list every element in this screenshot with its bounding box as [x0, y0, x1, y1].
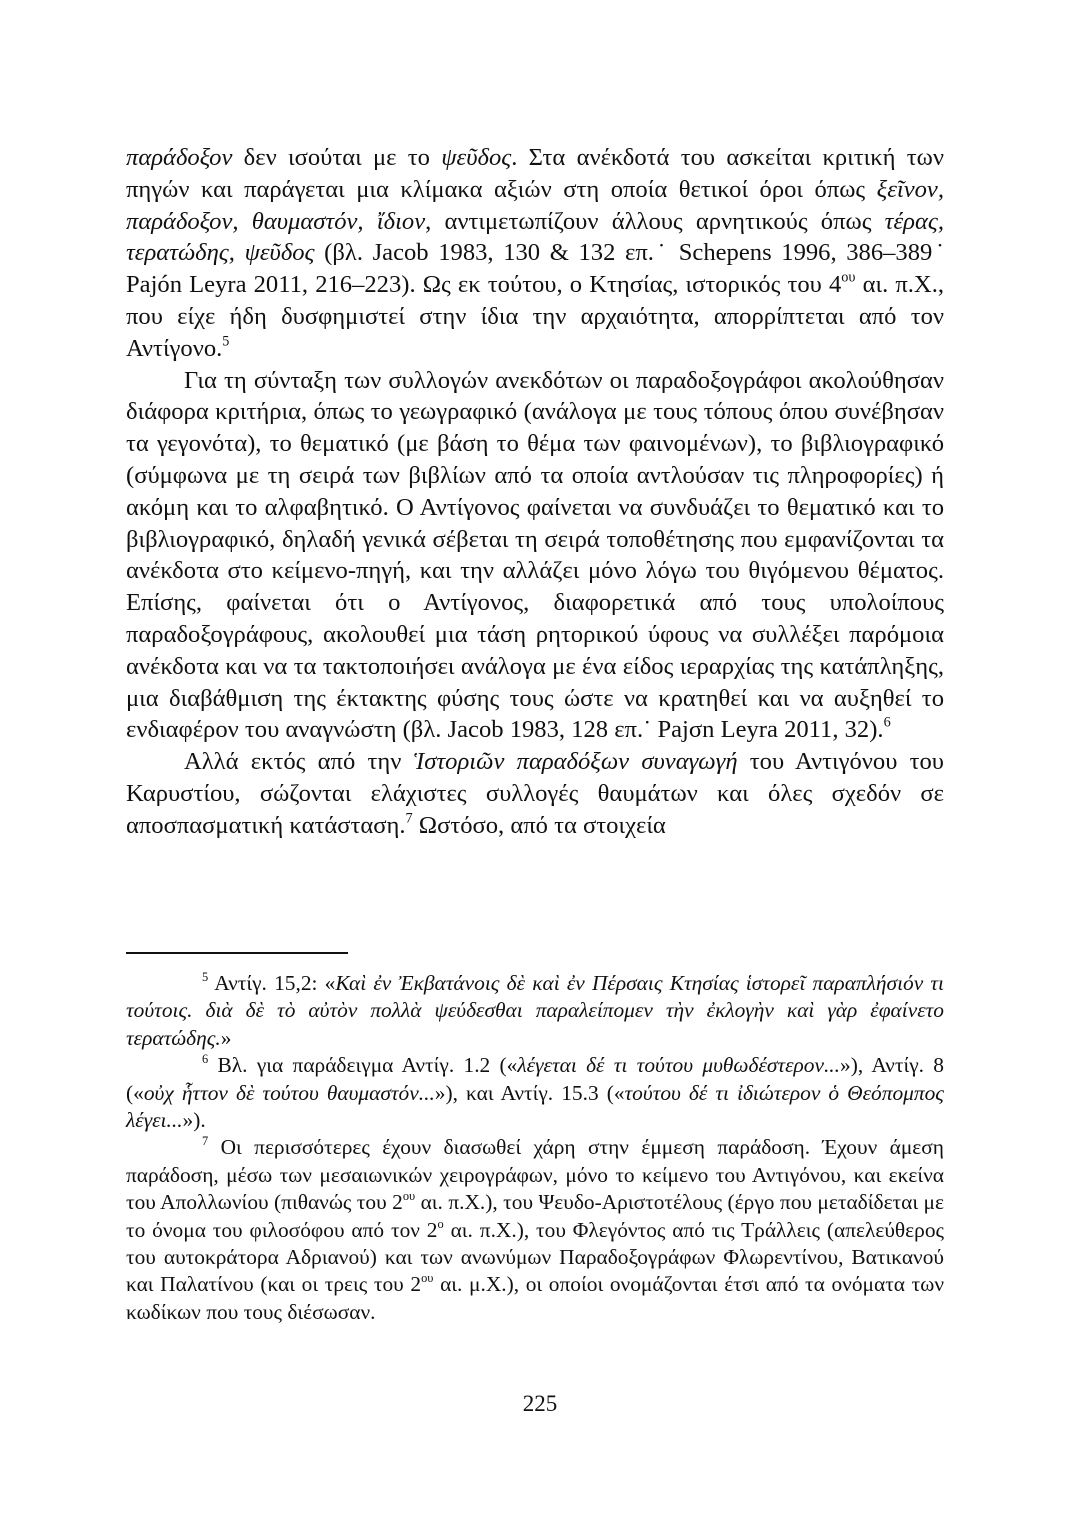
text-run: δεν ισούται με το	[232, 144, 442, 171]
text-run: Για τη σύνταξη των συλλογών ανεκδότων οι παραδοξογράφοι ακολούθησαν διάφορα κριτήρια, όπως το γεωγραφικό (ανάλογα με τους τόπους όπου συνέβησαν τα γεγονότα), το θεματικό (με βάση το θέμα των φαινομένων), το βιβλιογραφικό (σύμφωνα με τη σειρά των βιβλίων από τα οποία αντλούσαν τις πληροφορίες) ή ακόμη και το αλφαβητικό. Ο Αντίγονος φαίνεται να συνδυάζει το θεματικό και το βιβλιογραφικό, δηλαδή γενικά σέβεται τη σειρά τοποθέτησης που εμφανίζονται τα ανέκδοτα στο κείμενο-πηγή, και την αλλάζει μόνο λόγω του θιγόμενου θέματος. Επίσης, φαίνεται ότι ο Αντίγονος, διαφορετικά από τους υπολοίπους παραδοξογράφους, ακολουθεί μια τάση ρητορικού ύφους να συλλέξει παρόμοια ανέκδοτα και να τα τακτοποιήσει ανάλογα με ένα είδος ιεραρχίας της κατάπληξης, μια διαβάθμιση της έκτακτης φύσης τους ώστε να κρατηθεί και να αυξηθεί το ενδιαφέρον του αναγνώστη (βλ. Jacob 1983, 128 επ.˙ Pajσn Leyra 2011, 32).	[126, 366, 944, 744]
text-run: τέρας, τερατώδης, ψεῦδος	[126, 207, 945, 267]
footnote-6	[126, 1052, 944, 1134]
text-run: παράδοξον	[126, 144, 233, 171]
ordinal-superscript: ου	[841, 269, 856, 286]
footnote-ref-7: 7	[405, 810, 413, 827]
text-run: , αντιμετωπίζουν άλλους αρνητικούς όπως	[425, 207, 885, 235]
text-run: του Αντιγόνου του Καρυστίου, σώζονται ελάχιστες συλλογές θαυμάτων και όλες σχεδόν σε αποσπασματική κατάσταση.	[126, 748, 944, 839]
text-run: ψεῦδος	[441, 144, 512, 171]
paragraph-1	[126, 142, 944, 365]
text-run: »), και Αντίγ. 15.3 («	[434, 1080, 625, 1105]
text-run: Ἱστοριῶν παραδόξων συναγωγή	[413, 748, 738, 776]
footnotes	[126, 970, 944, 1326]
text-run: τούτου δέ τι ἰδιώτερον ὁ Θεόπομπος λέγει...	[126, 1080, 944, 1133]
text-run: αι. μ.Χ.), οι οποίοι ονομάζονται έτσι από τα ονόματα των κωδίκων που τους διέσωσαν.	[126, 1272, 944, 1324]
text-run: »).	[182, 1108, 206, 1133]
text-run: (βλ. Jacob 1983, 130 & 132 επ.˙ Schepens 1996, 386–389˙ Pajón Leyra 2011, 216–223). Ως εκ τούτου, ο Κτησίας, ιστορικός του 4	[126, 239, 945, 299]
text-run: λέγεται δέ τι τούτου μυθωδέστερον...	[517, 1053, 841, 1078]
text-run: Οι περισσότερες έχουν διασωθεί χάρη στην έμμεση παράδοση. Έχουν άμεση παράδοση, μέσω των μεσαιωνικών χειρογράφων, μόνο το κείμενο του Αντιγόνου, και εκείνα του Απολλωνίου (πιθανώς του 2	[126, 1135, 944, 1215]
ordinal-superscript: ο	[437, 1216, 444, 1231]
main-text	[126, 142, 944, 842]
text-run: Αλλά εκτός από την	[184, 748, 414, 776]
footnote-ref-5: 5	[222, 333, 230, 350]
text-run: Αντίγ. 15,2: «	[208, 971, 336, 995]
text-run: »), Αντίγ. 8 («	[126, 1053, 945, 1105]
footnote-separator	[126, 952, 348, 954]
paragraph-3	[126, 746, 944, 841]
text-run: αι. π.Χ.), του Ψευδο-Αριστοτέλους (έργο που μεταδίδεται με το όνομα του φιλοσόφου από τον 2	[126, 1190, 944, 1242]
ordinal-superscript: ου	[421, 1271, 434, 1286]
text-run: Βλ. για παράδειγμα Αντίγ. 1.2 («	[208, 1053, 518, 1078]
ordinal-superscript: ου	[402, 1189, 416, 1204]
footnote-number: 5	[202, 970, 209, 985]
footnote-7	[126, 1134, 944, 1326]
footnote-ref-6: 6	[883, 715, 891, 732]
footnote-5	[126, 970, 944, 1052]
text-run: ξεῖνον, παράδοξον, θαυμαστόν, ἴδιον	[126, 175, 944, 235]
text-run: . Στα ανέκδοτά του ασκείται κριτική των πηγών και παράγεται μια κλίμακα αξιών στη οποία θετικοί όροι όπως	[126, 144, 944, 203]
footnote-number: 6	[202, 1052, 209, 1067]
text-run: αι. π.Χ., που είχε ήδη δυσφημιστεί στην ίδια την αρχαιότητα, απορρίπτεται από τον Αντίγονο.	[126, 271, 944, 362]
text-run: Καὶ ἐν Ἐκβατάνοις δὲ καὶ ἐν Πέρσαις Κτησίας ἱστορεῖ παραπλήσιόν τι τούτοις. διὰ δὲ τὸ αὐτὸν πολλὰ ψεύδεσθαι παραλείπομεν τὴν ἐκλογὴν καὶ γὰρ ἐφαίνετο τερατώδης.	[126, 971, 944, 1050]
page-number: 225	[522, 1391, 558, 1416]
text-run: Ωστόσο, από τα στοιχεία	[412, 811, 666, 839]
text-run: οὐχ ἧττον δὲ τούτου θαυμαστόν...	[143, 1080, 435, 1105]
paragraph-2	[126, 365, 944, 747]
footnote-number: 7	[202, 1134, 209, 1149]
text-run: »	[220, 1025, 232, 1050]
text-run: αι. π.Χ.), του Φλεγόντος από τις Τράλλεις (απελεύθερος του αυτοκράτορα Αδριανού) και των ανωνύμων Παραδοξογράφων Φλωρεντίνου, Βατικανού και Παλατίνου (και οι τρεις του 2	[126, 1217, 944, 1297]
